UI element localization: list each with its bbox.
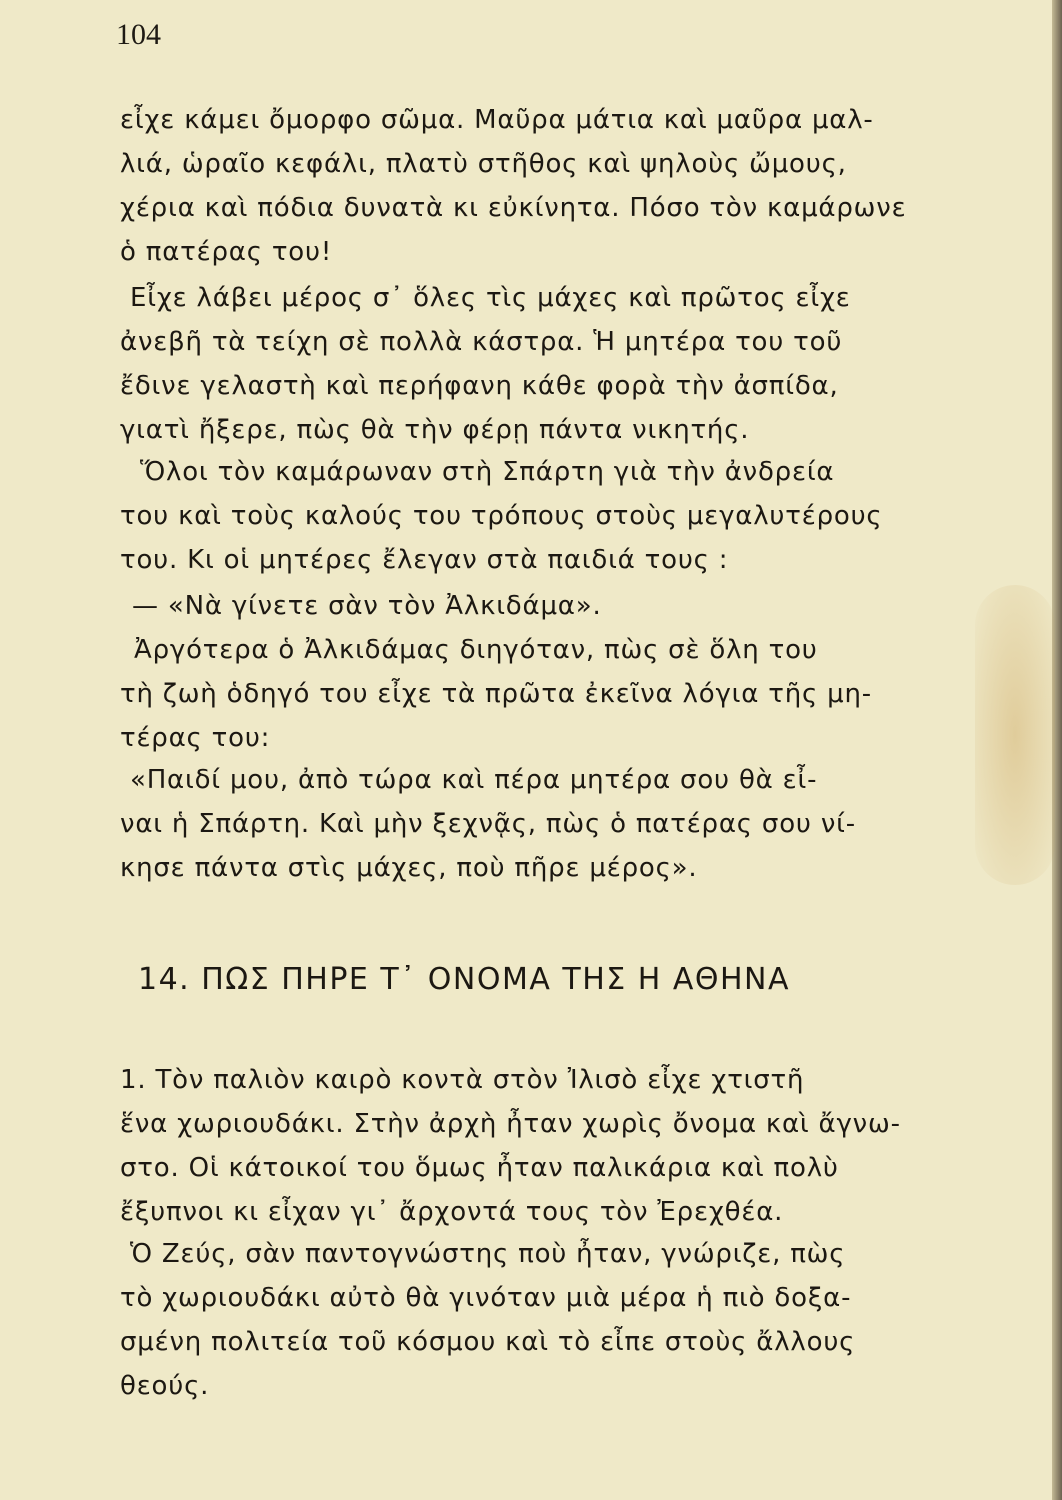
text-line: Ἀργότερα ὁ Ἀλκιδάμας διηγόταν, πὼς σὲ ὅλη του <box>134 635 818 665</box>
text-line: γιατὶ ἤξερε, πὼς θὰ τὴν φέρῃ πάντα νικητής. <box>120 415 750 445</box>
paragraph <box>120 758 980 890</box>
text-line: ὁ πατέρας του! <box>120 237 333 267</box>
text-line: Εἶχε λάβει μέρος σ᾽ ὅλες τὶς μάχες καὶ πρῶτος εἶχε <box>130 283 851 313</box>
paragraph <box>120 276 980 452</box>
text-line: θεούς. <box>120 1371 210 1401</box>
text-line: Ὁ Ζεύς, σὰν παντογνώστης ποὺ ἦταν, γνώριζε, πὼς <box>130 1239 846 1269</box>
text-line: ἀνεβῆ τὰ τείχη σὲ πολλὰ κάστρα. Ἡ μητέρα του τοῦ <box>120 327 843 357</box>
paragraph <box>120 1058 980 1234</box>
text-line: ναι ἡ Σπάρτη. Καὶ μὴν ξεχνᾷς, πὼς ὁ πατέρας σου νί- <box>120 809 856 839</box>
text-line: τὸ χωριουδάκι αὐτὸ θὰ γινόταν μιὰ μέρα ἡ πιὸ δοξα- <box>120 1283 852 1313</box>
paragraph <box>120 1232 980 1408</box>
text-line: σμένη πολιτεία τοῦ κόσμου καὶ τὸ εἶπε στοὺς ἄλλους <box>120 1327 856 1357</box>
section-heading: 14. ΠΩΣ ΠΗΡΕ Τ᾽ ΟΝΟΜΑ ΤΗΣ Η ΑΘΗΝΑ <box>138 962 791 997</box>
text-line: χέρια καὶ πόδια δυνατὰ κι εὐκίνητα. Πόσο τὸν καμάρωνε <box>120 193 907 223</box>
text-line: τέρας του: <box>120 723 271 753</box>
text-line: «Παιδί μου, ἀπὸ τώρα καὶ πέρα μητέρα σου θὰ εἶ- <box>130 765 818 795</box>
text-line: στο. Οἱ κάτοικοί του ὅμως ἦταν παλικάρια καὶ πολὺ <box>120 1153 839 1183</box>
text-line: του καὶ τοὺς καλούς του τρόπους στοὺς μεγαλυτέρους <box>120 501 883 531</box>
text-line: του. Κι οἱ μητέρες ἔλεγαν στὰ παιδιά τους : <box>120 545 729 575</box>
paragraph <box>120 628 980 760</box>
text-line: εἶχε κάμει ὄμορφο σῶμα. Μαῦρα μάτια καὶ μαῦρα μαλ- <box>120 105 874 135</box>
text-line: 1. Τὸν παλιὸν καιρὸ κοντὰ στὸν Ἰλισὸ εἶχε χτιστῆ <box>120 1065 805 1095</box>
text-line: Ὅλοι τὸν καμάρωναν στὴ Σπάρτη γιὰ τὴν ἀνδρεία <box>140 457 835 487</box>
page-number: 104 <box>116 18 161 51</box>
paragraph <box>120 98 980 274</box>
text-line: — «Νὰ γίνετε σὰν τὸν Ἀλκιδάμα». <box>132 591 602 621</box>
text-line: ἕνα χωριουδάκι. Στὴν ἀρχὴ ἦταν χωρὶς ὄνομα καὶ ἄγνω- <box>120 1109 901 1139</box>
paragraph <box>120 450 980 582</box>
text-line: λιά, ὡραῖο κεφάλι, πλατὺ στῆθος καὶ ψηλοὺς ὤμους, <box>120 149 847 179</box>
paper-stain <box>975 585 1055 885</box>
text-line: ἔδινε γελαστὴ καὶ περήφανη κάθε φορὰ τὴν ἀσπίδα, <box>120 371 839 401</box>
paragraph <box>120 584 980 628</box>
text-line: κησε πάντα στὶς μάχες, ποὺ πῆρε μέρος». <box>120 853 698 883</box>
text-line: ἔξυπνοι κι εἶχαν γι᾽ ἄρχοντά τους τὸν Ἐρεχθέα. <box>120 1197 784 1227</box>
text-line: τὴ ζωὴ ὁδηγό του εἶχε τὰ πρῶτα ἐκεῖνα λόγια τῆς μη- <box>120 679 872 709</box>
